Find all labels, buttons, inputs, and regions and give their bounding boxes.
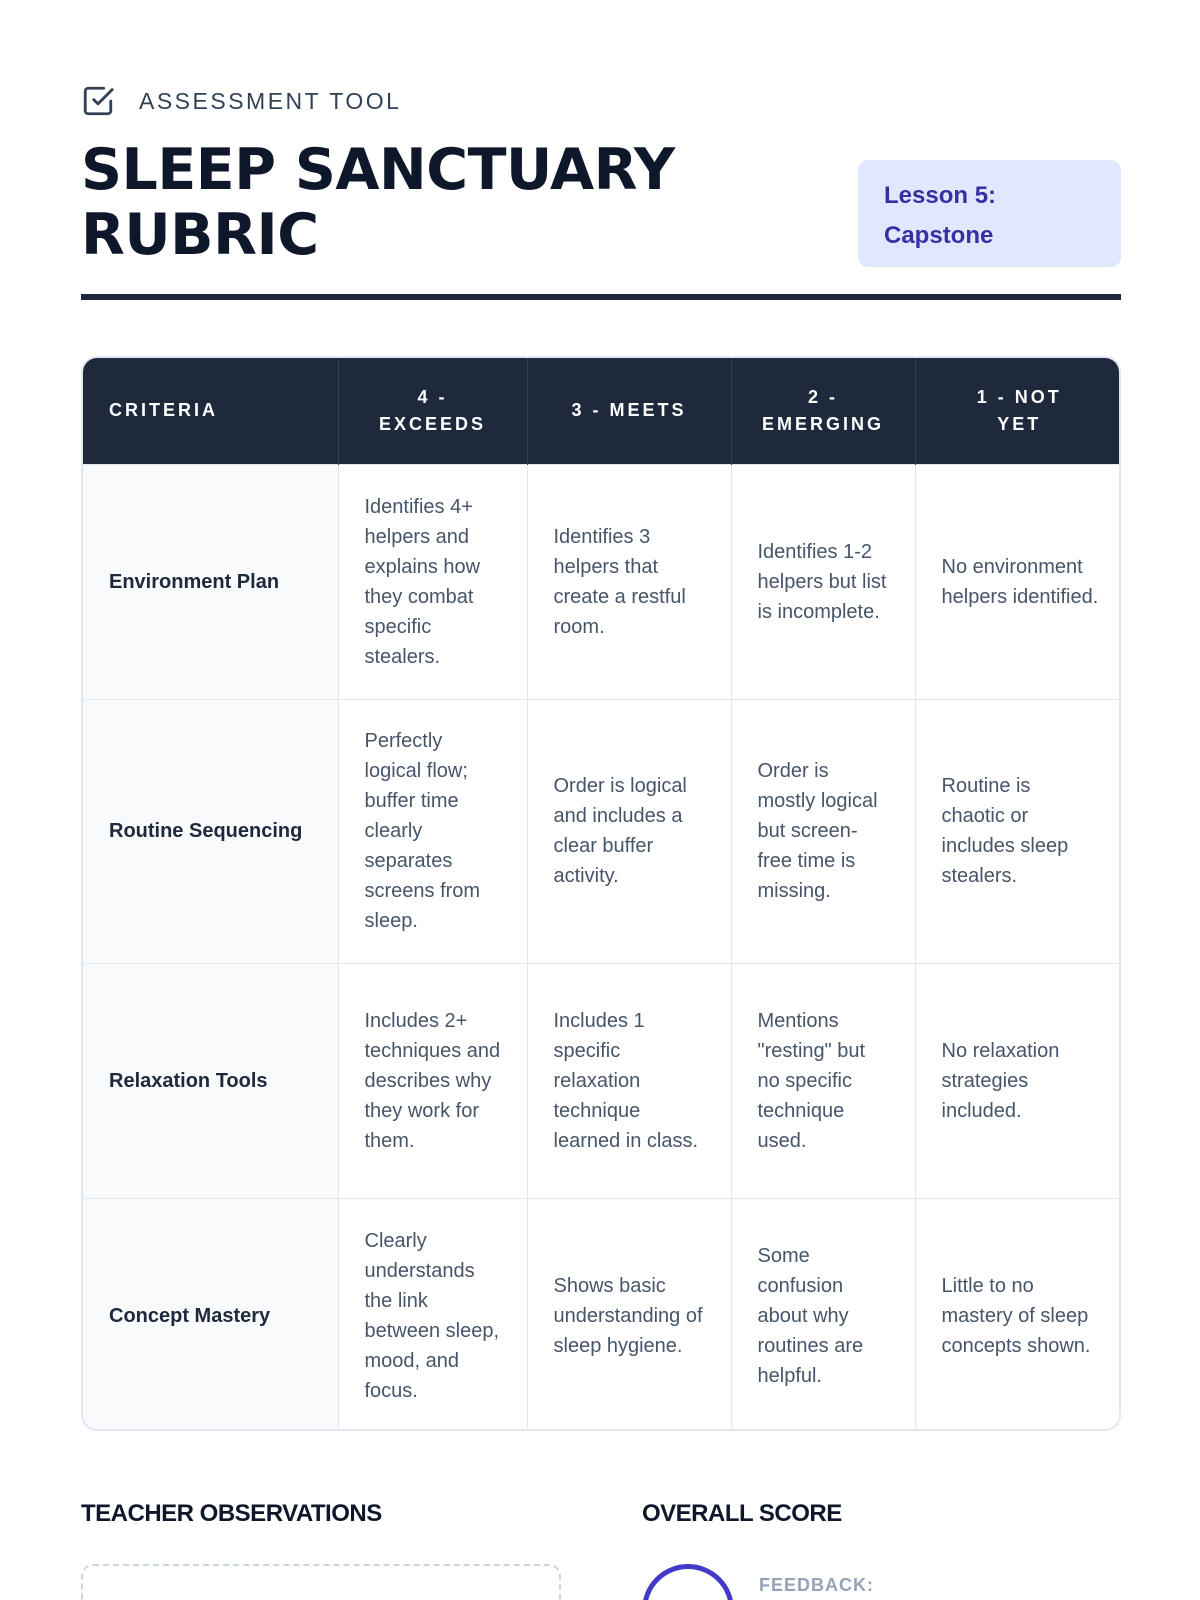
exceeds-cell: Includes 2+ techniques and describes why they work for them.	[338, 963, 527, 1198]
table-row	[83, 1198, 1121, 1431]
column-header-not-yet: 1 - NOT YET	[915, 358, 1121, 464]
column-header-emerging: 2 - EMERGING	[731, 358, 915, 464]
eyebrow	[81, 84, 401, 118]
criteria-cell: Environment Plan	[83, 464, 338, 699]
table-row	[83, 699, 1121, 963]
emerging-cell: Order is mostly logical but screen-free time is missing.	[731, 699, 915, 963]
page-title-line-1: SLEEP SANCTUARY	[81, 137, 675, 203]
not-yet-cell: Little to no mastery of sleep concepts shown.	[915, 1198, 1121, 1431]
rubric-header-row	[83, 358, 1121, 464]
table-row	[83, 464, 1121, 699]
lesson-badge-line-2: Capstone	[884, 222, 994, 249]
feedback-label: FEEDBACK:	[759, 1575, 874, 1595]
column-header-exceeds: 4 - EXCEEDS	[338, 358, 527, 464]
checkbox-check-icon	[81, 84, 115, 118]
observations-title: TEACHER OBSERVATIONS	[81, 1500, 382, 1527]
not-yet-cell: No relaxation strategies included.	[915, 963, 1121, 1198]
criteria-cell: Relaxation Tools	[83, 963, 338, 1198]
not-yet-cell: No environment helpers identified.	[915, 464, 1121, 699]
emerging-cell: Identifies 1-2 helpers but list is incomplete.	[731, 464, 915, 699]
meets-cell: Identifies 3 helpers that create a restful room.	[527, 464, 731, 699]
eyebrow-label: ASSESSMENT TOOL	[139, 87, 402, 114]
column-header-criteria: CRITERIA	[83, 358, 338, 464]
criteria-cell: Routine Sequencing	[83, 699, 338, 963]
exceeds-cell: Identifies 4+ helpers and explains how they combat specific stealers.	[338, 464, 527, 699]
page-title-line-2: RUBRIC	[81, 202, 319, 268]
meets-cell: Shows basic understanding of sleep hygiene.	[527, 1198, 731, 1431]
table-row	[83, 963, 1121, 1198]
exceeds-cell: Clearly understands the link between sleep, mood, and focus.	[338, 1198, 527, 1431]
criteria-cell: Concept Mastery	[83, 1198, 338, 1431]
lesson-badge	[858, 160, 1121, 267]
meets-cell: Includes 1 specific relaxation technique learned in class.	[527, 963, 731, 1198]
page-title	[81, 138, 801, 268]
emerging-cell: Mentions "resting" but no specific technique used.	[731, 963, 915, 1198]
emerging-cell: Some confusion about why routines are helpful.	[731, 1198, 915, 1431]
exceeds-cell: Perfectly logical flow; buffer time clearly separates screens from sleep.	[338, 699, 527, 963]
not-yet-cell: Routine is chaotic or includes sleep stealers.	[915, 699, 1121, 963]
header-divider	[81, 294, 1121, 300]
column-header-meets: 3 - MEETS	[527, 358, 731, 464]
rubric-table	[81, 356, 1121, 1431]
meets-cell: Order is logical and includes a clear buffer activity.	[527, 699, 731, 963]
score-ring	[642, 1564, 734, 1600]
overall-score-title: OVERALL SCORE	[642, 1500, 842, 1527]
observations-box[interactable]	[81, 1564, 561, 1600]
lesson-badge-line-1: Lesson 5:	[884, 182, 997, 209]
